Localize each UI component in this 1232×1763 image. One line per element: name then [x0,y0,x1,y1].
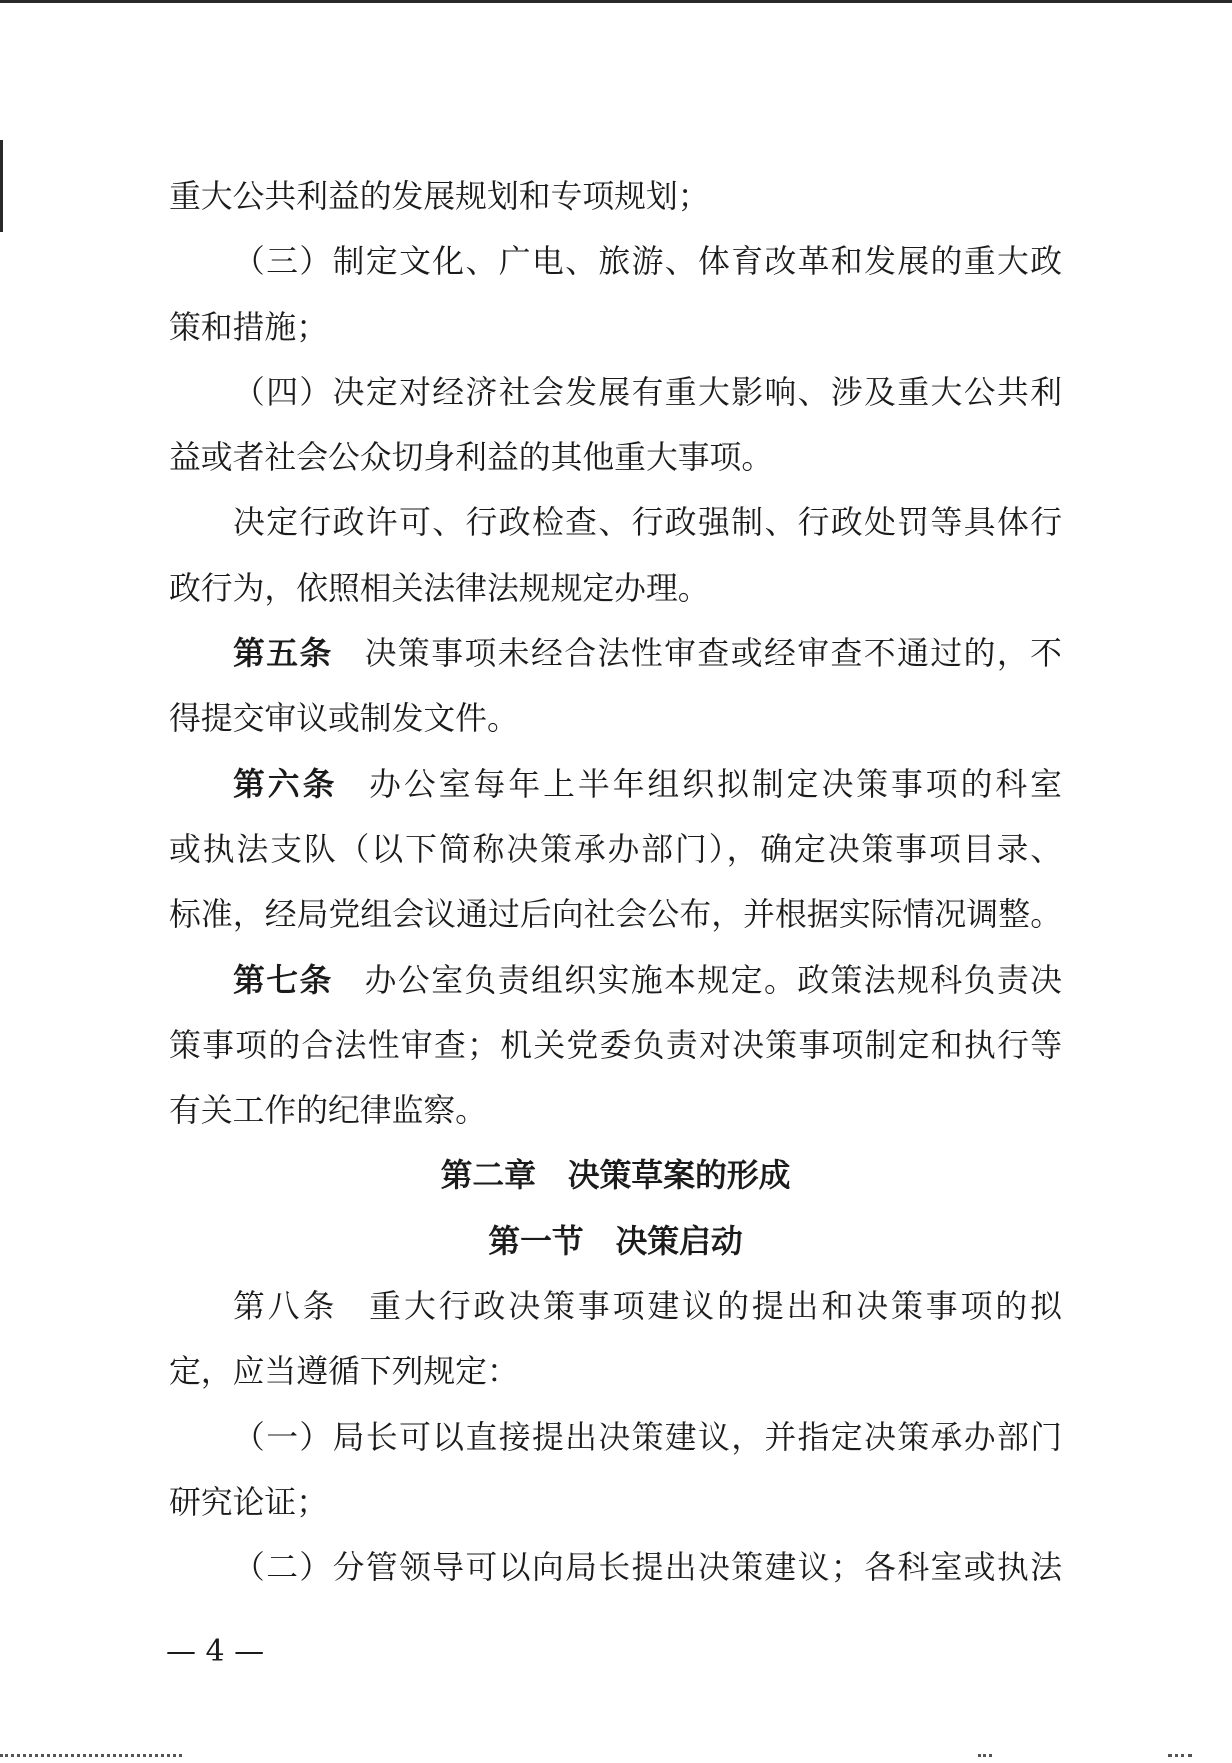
document-body [169,164,1062,1601]
article-text: 重大行政决策事项建议的提出和决策事项的拟 [369,1288,1062,1326]
scan-top-edge [0,0,1232,3]
scan-bottom-mark [978,1754,992,1757]
section-number: 第一节 [488,1222,584,1260]
text-line: 研究论证； [169,1483,328,1521]
article-number: 第五条 [233,635,333,673]
chapter-heading [169,1143,1062,1208]
article-text: 办公室每年上半年组织拟制定决策事项的科室 [369,765,1062,803]
section-title: 决策启动 [615,1222,743,1260]
article-line [169,752,1062,817]
chapter-number: 第二章 [440,1157,536,1195]
text-line: （三）制定文化、广电、旅游、体育改革和发展的重大政 [233,243,1062,281]
page-number: — 4 — [166,1634,265,1669]
text-line: （一）局长可以直接提出决策建议，并指定决策承办部门 [233,1418,1062,1456]
text-line: 有关工作的纪律监察。 [169,1092,487,1130]
text-line: 策事项的合法性审查；机关党委负责对决策事项制定和执行等 [169,1026,1062,1064]
text-line: 得提交审议或制发文件。 [169,700,519,738]
text-line: 重大公共利益的发展规划和专项规划； [169,178,710,215]
article-line [169,948,1062,1013]
article-line [169,1274,1062,1339]
scan-bottom-edge [0,1754,182,1757]
text-line: 定，应当遵循下列规定： [169,1353,519,1391]
article-text: 办公室负责组织实施本规定。政策法规科负责决 [364,961,1062,999]
article-line [169,621,1062,686]
article-number: 第八条 [233,1288,338,1326]
article-number: 第七条 [233,961,333,999]
text-line: 政行为，依照相关法律法规规定办理。 [169,569,710,607]
text-line: （四）决定对经济社会发展有重大影响、涉及重大公共利 [233,373,1062,411]
text-line: 或执法支队（以下简称决策承办部门），确定决策事项目录、 [169,830,1062,868]
scan-left-mark [0,140,3,232]
text-line: 益或者社会公众切身利益的其他重大事项。 [169,439,774,477]
article-text: 决策事项未经合法性审查或经审查不通过的，不 [364,635,1062,673]
chapter-title: 决策草案的形成 [567,1157,791,1195]
text-line: 策和措施； [169,308,328,346]
section-heading [169,1209,1062,1274]
text-line: （二）分管领导可以向局长提出决策建议；各科室或执法 [233,1549,1062,1587]
text-line: 决定行政许可、行政检查、行政强制、行政处罚等具体行 [233,504,1062,542]
article-number: 第六条 [233,765,338,803]
scan-bottom-mark [1168,1754,1192,1757]
text-line: 标准，经局党组会议通过后向社会公布，并根据实际情况调整。 [169,896,1062,934]
